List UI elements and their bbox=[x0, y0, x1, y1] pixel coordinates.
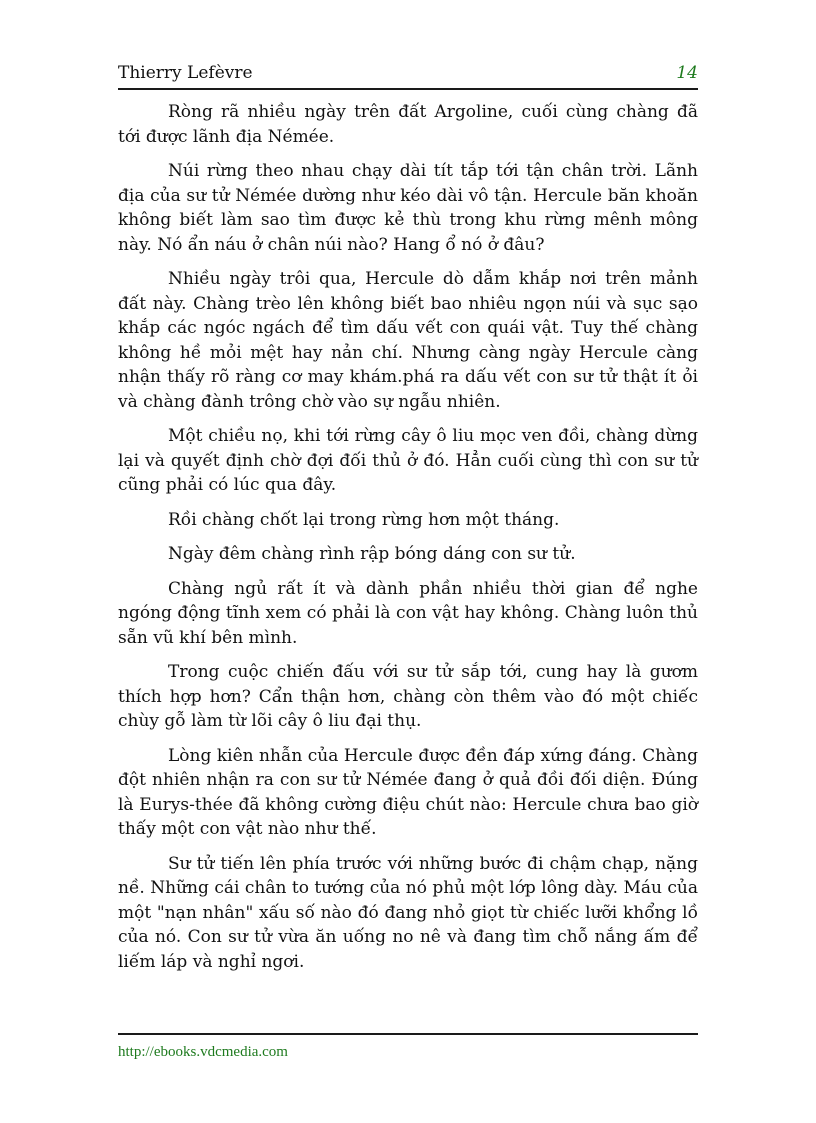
footer-divider bbox=[118, 1033, 698, 1035]
footer-url-link[interactable]: http://ebooks.vdcmedia.com bbox=[118, 1044, 288, 1060]
author-name: Thierry Lefèvre bbox=[118, 63, 253, 83]
paragraph: Sư tử tiến lên phía trước với những bước đi chậm chạp, nặng nề. Những cái chân to tướng của nó phủ một lớp lông dày. Máu của một "nạn nhân" xấu số nào đó đang nhỏ giọt từ chiếc lưỡi khổng lồ của nó. Con sư tử vừa ăn uống no nê và đang tìm chỗ nắng ấm để liếm láp và nghỉ ngơi. bbox=[118, 853, 698, 972]
page-body bbox=[118, 100, 698, 984]
paragraph: Ngày đêm chàng rình rập bóng dáng con sư tử. bbox=[168, 544, 576, 564]
paragraph: Ròng rã nhiều ngày trên đất Argoline, cuối cùng chàng đã tới được lãnh địa Némée. bbox=[118, 102, 698, 147]
paragraph: Trong cuộc chiến đấu với sư tử sắp tới, cung hay là gươm thích hợp hơn? Cẩn thận hơn, chàng còn thêm vào đó một chiếc chùy gỗ làm từ lõi cây ô liu đại thụ. bbox=[118, 662, 698, 731]
paragraph: Rồi chàng chốt lại trong rừng hơn một tháng. bbox=[168, 509, 560, 530]
paragraph: Một chiều nọ, khi tới rừng cây ô liu mọc ven đồi, chàng dừng lại và quyết định chờ đợi đối thủ ở đó. Hẳn cuối cùng thì con sư tử cũng phải có lúc qua đây. bbox=[118, 426, 698, 495]
paragraph: Núi rừng theo nhau chạy dài tít tắp tới tận chân trời. Lãnh địa của sư tử Némée dường như kéo dài vô tận. Hercule băn khoăn không biết làm sao tìm được kẻ thù trong khu rừng mênh mông này. Nó ẩn náu ở chân núi nào? Hang ổ nó ở đâu? bbox=[118, 161, 698, 255]
page-number: 14 bbox=[676, 63, 698, 83]
paragraph: Chàng ngủ rất ít và dành phần nhiều thời gian để nghe ngóng động tĩnh xem có phải là con vật hay không. Chàng luôn thủ sẵn vũ khí bên mình. bbox=[118, 578, 698, 648]
page-header bbox=[118, 62, 698, 90]
paragraph: Lòng kiên nhẫn của Hercule được đền đáp xứng đáng. Chàng đột nhiên nhận ra con sư tử Némée đang ở quả đồi đối diện. Đúng là Eurys-thée đã không cường điệu chút nào: Hercule chưa bao giờ thấy một con vật nào như thế. bbox=[118, 745, 698, 839]
paragraph: Nhiều ngày trôi qua, Hercule dò dẫm khắp nơi trên mảnh đất này. Chàng trèo lên không biết bao nhiêu ngọn núi và sục sạo khắp các ngóc ngách để tìm dấu vết con quái vật. Tuy thế chàng không hề mỏi mệt hay nản chí. Nhưng càng ngày Hercule càng nhận thấy rõ ràng cơ may khám.phá ra dấu vết con sư tử thật ít ỏi và chàng đành trông chờ vào sự ngẫu nhiên. bbox=[118, 269, 698, 412]
